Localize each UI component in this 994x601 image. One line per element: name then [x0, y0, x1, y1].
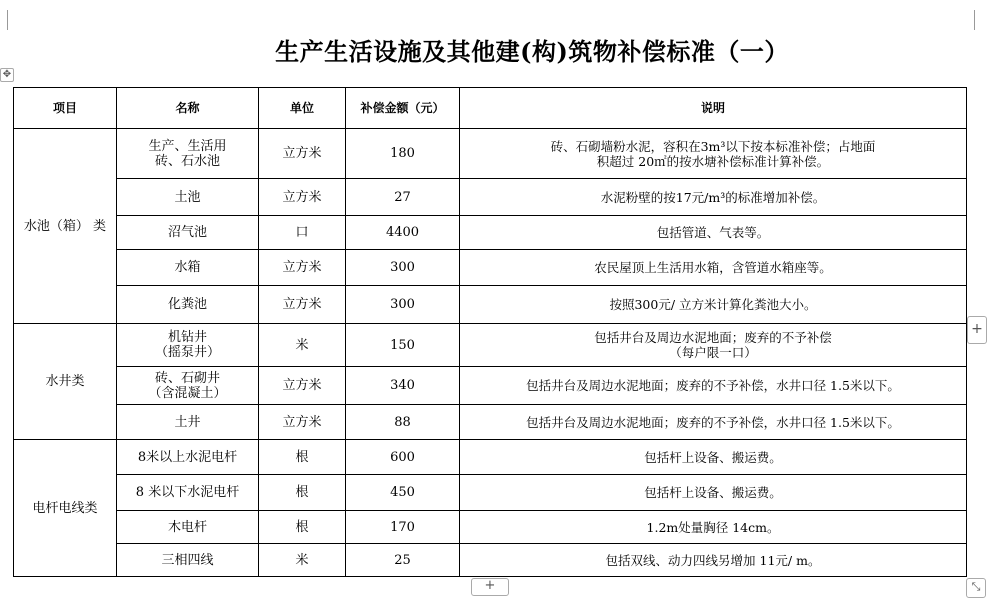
table-row [14, 475, 967, 511]
amount-cell: 300 [346, 250, 460, 286]
name-cell: 木电杆 [117, 511, 259, 544]
page-corner-mark [3, 10, 8, 30]
description-cell: 包括双线、动力四线另增加 11元/ m。 [460, 544, 967, 577]
table-header-row [14, 88, 967, 129]
description-cell: 包括井台及周边水泥地面；废弃的不予补偿，水井口径 1.5米以下。 [460, 405, 967, 440]
header-cell: 说明 [460, 88, 967, 129]
amount-cell: 25 [346, 544, 460, 577]
amount-cell: 27 [346, 179, 460, 216]
table-row [14, 511, 967, 544]
table-row [14, 324, 967, 367]
compensation-table [13, 87, 967, 577]
unit-cell: 立方米 [259, 179, 346, 216]
category-cell: 电杆电线类 [14, 440, 117, 577]
unit-cell: 立方米 [259, 250, 346, 286]
unit-cell: 立方米 [259, 286, 346, 324]
amount-cell: 450 [346, 475, 460, 511]
add-column-button[interactable]: + [967, 316, 987, 344]
table-row [14, 216, 967, 250]
page-corner-mark [974, 10, 979, 30]
table-row [14, 544, 967, 577]
description-cell: 包括杆上设备、搬运费。 [460, 475, 967, 511]
table-row [14, 250, 967, 286]
name-cell: 砖、石砌井 （含混凝土） [117, 367, 259, 405]
amount-cell: 180 [346, 129, 460, 179]
unit-cell: 根 [259, 475, 346, 511]
table-row [14, 440, 967, 475]
description-cell: 1.2m处量胸径 14cm。 [460, 511, 967, 544]
description-cell: 包括杆上设备、搬运费。 [460, 440, 967, 475]
name-cell: 三相四线 [117, 544, 259, 577]
table-row [14, 129, 967, 179]
add-row-button[interactable]: + [471, 578, 509, 596]
header-cell: 项目 [14, 88, 117, 129]
amount-cell: 600 [346, 440, 460, 475]
header-cell: 补偿金额（元） [346, 88, 460, 129]
description-cell: 按照300元/ 立方米计算化粪池大小。 [460, 286, 967, 324]
amount-cell: 4400 [346, 216, 460, 250]
name-cell: 沼气池 [117, 216, 259, 250]
name-cell: 土池 [117, 179, 259, 216]
amount-cell: 300 [346, 286, 460, 324]
name-cell: 机钻井 （摇泵井） [117, 324, 259, 367]
category-cell: 水池（箱） 类 [14, 129, 117, 324]
name-cell: 土井 [117, 405, 259, 440]
unit-cell: 米 [259, 324, 346, 367]
amount-cell: 170 [346, 511, 460, 544]
unit-cell: 立方米 [259, 129, 346, 179]
unit-cell: 根 [259, 440, 346, 475]
description-cell: 包括井台及周边水泥地面；废弃的不予补偿 （每户限一口） [460, 324, 967, 367]
category-cell: 水井类 [14, 324, 117, 440]
name-cell: 8 米以下水泥电杆 [117, 475, 259, 511]
amount-cell: 340 [346, 367, 460, 405]
description-cell: 水泥粉壁的按17元/m³的标准增加补偿。 [460, 179, 967, 216]
page-title: 生产生活设施及其他建(构)筑物补偿标准（一） [275, 37, 789, 66]
description-cell: 农民屋顶上生活用水箱，含管道水箱座等。 [460, 250, 967, 286]
description-cell: 砖、石砌墙粉水泥，容积在3m³以下按本标准补偿；占地面 积超过 20㎡的按水塘补偿标准计算补偿。 [460, 129, 967, 179]
amount-cell: 88 [346, 405, 460, 440]
header-cell: 单位 [259, 88, 346, 129]
table-resize-icon[interactable]: ⤡ [966, 578, 986, 598]
amount-cell: 150 [346, 324, 460, 367]
unit-cell: 米 [259, 544, 346, 577]
name-cell: 生产、生活用 砖、石水池 [117, 129, 259, 179]
table-row [14, 286, 967, 324]
description-cell: 包括井台及周边水泥地面；废弃的不予补偿，水井口径 1.5米以下。 [460, 367, 967, 405]
unit-cell: 立方米 [259, 367, 346, 405]
table-move-icon[interactable]: ✥ [0, 68, 14, 82]
table-row [14, 405, 967, 440]
name-cell: 水箱 [117, 250, 259, 286]
table-row [14, 179, 967, 216]
unit-cell: 口 [259, 216, 346, 250]
header-cell: 名称 [117, 88, 259, 129]
name-cell: 化粪池 [117, 286, 259, 324]
name-cell: 8米以上水泥电杆 [117, 440, 259, 475]
unit-cell: 根 [259, 511, 346, 544]
table-row [14, 367, 967, 405]
description-cell: 包括管道、气表等。 [460, 216, 967, 250]
unit-cell: 立方米 [259, 405, 346, 440]
